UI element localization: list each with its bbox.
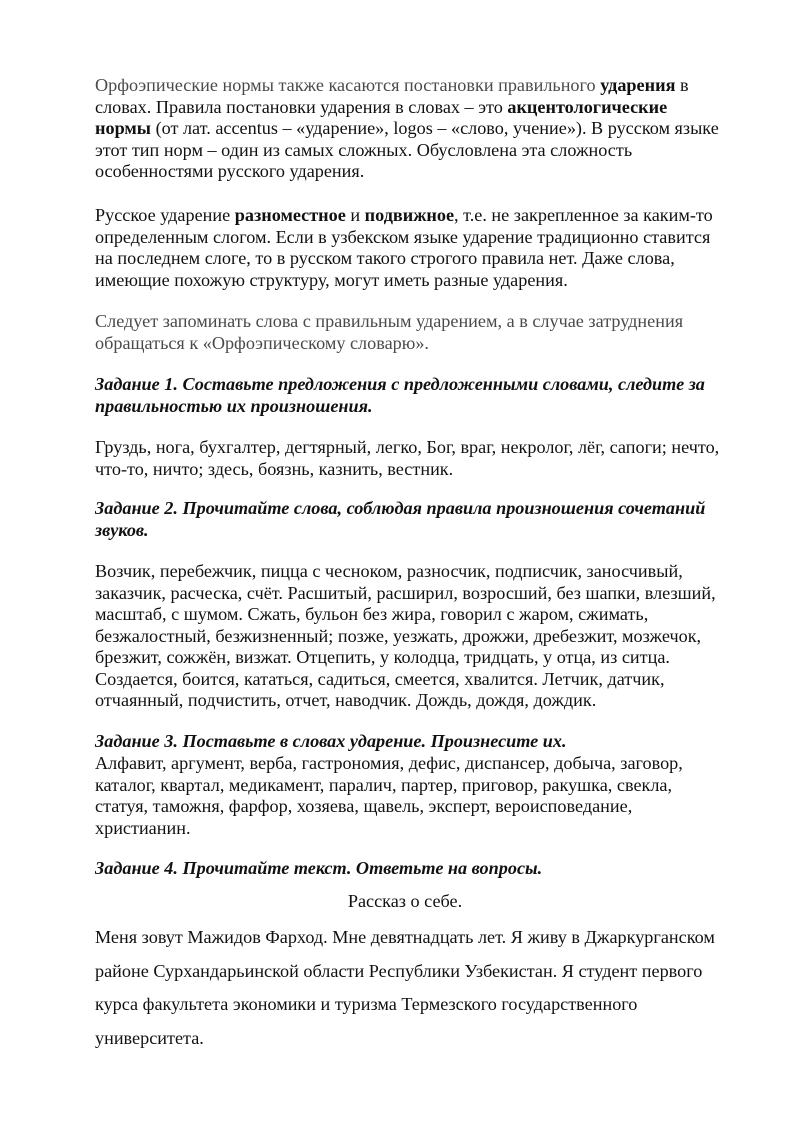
paragraph-text: (от лат. accentus – «ударение», logos – «слово, учение»). В русском языке этот тип норм – один из самых сложных. Обусловлена эта сложность особенностями русского ударения. [95, 118, 719, 181]
task-1-words: Груздь, нога, бухгалтер, дегтярный, легко, Бог, враг, некролог, лёг, сапоги; нечто, что-то, ничто; здесь, боязнь, казнить, вестник. [95, 437, 720, 479]
paragraph-dictionary-advice: Следует запоминать слова с правильным ударением, а в случае затруднения обращаться к «Орфоэпическому словарю». [95, 311, 684, 353]
paragraph-text: и [345, 205, 365, 225]
bold-term-movable: подвижное [364, 205, 455, 225]
paragraph-russian-stress [95, 205, 725, 291]
task-3-words: Алфавит, аргумент, верба, гастрономия, дефис, диспансер, добыча, заговор, каталог, квартал, медикамент, паралич, партер, приговор, ракушка, свекла, статуя, таможня, фарфор, хозяева, щавель, эксперт, вероисповедание, христианин. [95, 753, 683, 838]
bold-term-accentological-norms: акцентологические нормы [95, 96, 668, 138]
task-1-heading: Задание 1. Составьте предложения с предложенными словами, следите за правильностью их произношения. [95, 374, 705, 416]
story-text: Меня зовут Мажидов Фарход. Мне девятнадцать лет. Я живу в Джаркурганском районе Сурхандарьинской области Республики Узбекистан. Я студент первого курса факультета экономики и туризма Термезского государственного университета. [95, 927, 715, 1048]
story-title: Рассказ о себе. [347, 891, 463, 911]
paragraph-text: Орфоэпические нормы также касаются постановки правильного [95, 75, 601, 95]
paragraph-text: Русское ударение [95, 205, 235, 225]
paragraph-text: , т.е. не закрепленное за каким-то определенным слогом. Если в узбекском языке ударение традиционно ставится на последнем слоге, то в русском такого строгого правила нет. Даже слова, имеющие похожую структуру, могут иметь разные ударения. [95, 205, 713, 290]
bold-term-stress: ударения [600, 75, 676, 95]
task-2-heading: Задание 2. Прочитайте слова, соблюдая правила произношения сочетаний звуков. [95, 498, 706, 540]
paragraph-orthoepic-norms [95, 75, 725, 183]
paragraph-text: в словах. Правила постановки ударения в словах – это [95, 75, 689, 117]
task-2-words: Возчик, перебежчик, пицца с чесноком, разносчик, подписчик, заносчивый, заказчик, расческа, счёт. Расшитый, расширил, возросший, без шапки, влезший, масштаб, с шумом. Сжать, бульон без жира, говорил с жаром, сжимать, безжалостный, безжизненный; позже, уезжать, дрожжи, дребезжит, мозжечок, брезжит, сожжён, визжат. Отцепить, у колодца, тридцать, у отца, из ситца. Создается, боится, кататься, садиться, смеется, хвалится. Летчик, датчик, отчаянный, подчистить, отчет, наводчик. Дождь, дождя, дождик. [95, 561, 716, 710]
task-3-heading: Задание 3. Поставьте в словах ударение. Произнесите их. [95, 731, 567, 751]
bold-term-mobile-place: разноместное [234, 205, 346, 225]
task-4-heading: Задание 4. Прочитайте текст. Ответьте на вопросы. [95, 858, 543, 878]
